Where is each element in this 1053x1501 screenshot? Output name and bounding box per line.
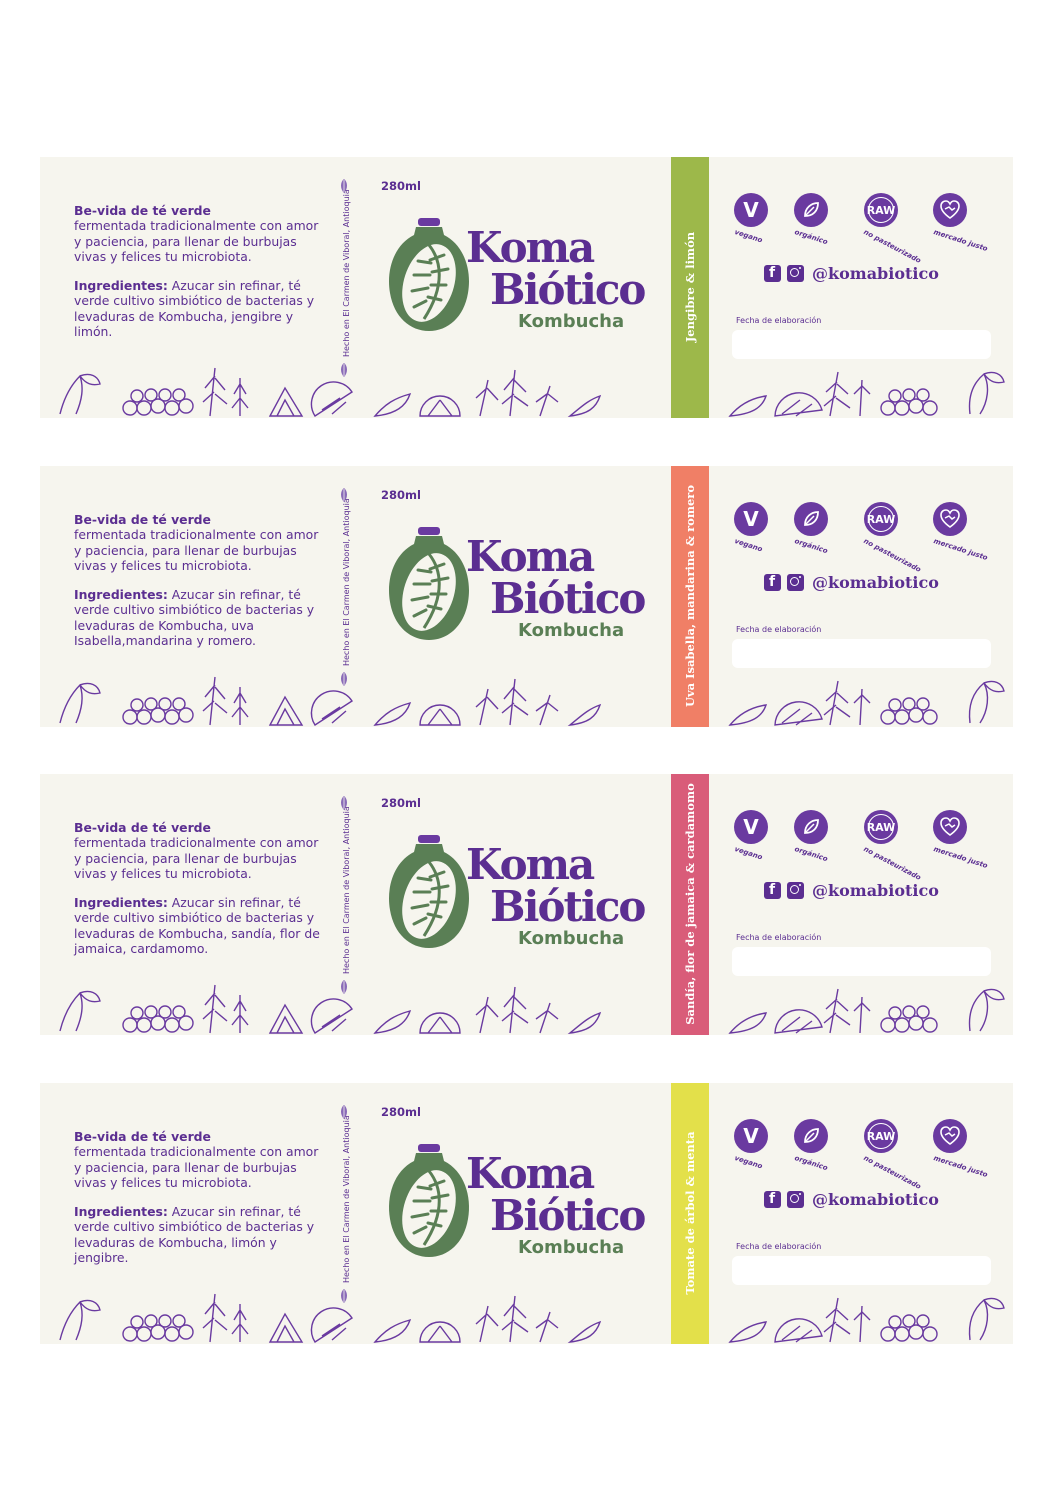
badge-caption: vegano — [733, 537, 764, 554]
ingredients-label: Ingredientes: — [74, 278, 168, 294]
organic-leaf-icon-glyph — [794, 1119, 828, 1153]
fair-trade-handshake-icon — [933, 193, 967, 227]
kombucha-label — [40, 1083, 1013, 1344]
ingredients-label: Ingredientes: — [74, 587, 168, 603]
date-label: Fecha de elaboración — [736, 1242, 822, 1251]
description-title: Be-vida de té verde — [74, 1129, 211, 1144]
badge-caption: mercado justo — [932, 1154, 989, 1180]
brand-name-line1: Koma — [466, 840, 594, 889]
brand-name-line2: Biótico — [490, 574, 645, 623]
kombucha-label — [40, 774, 1013, 1035]
ingredients-text: Azucar sin refinar, té verde cultivo simbiótico de bacterias y levaduras de Kombucha, limón y jengibre. — [74, 1204, 315, 1266]
description-body: fermentada tradicionalmente con amor y paciencia, para llenar de burbujas vivas y felices tu microbiota. — [74, 1144, 319, 1190]
fruit-illustration-border — [40, 667, 1013, 727]
description-block — [74, 512, 324, 662]
facebook-icon: f — [764, 574, 781, 591]
fair-trade-handshake-icon — [933, 1119, 967, 1153]
description-block — [74, 1129, 324, 1279]
vegan-icon — [734, 810, 768, 844]
vegan-icon-glyph: V — [743, 815, 759, 839]
brand-name-line1: Koma — [466, 1149, 594, 1198]
fruit-illustration-border — [40, 1284, 1013, 1344]
date-label: Fecha de elaboración — [736, 625, 822, 634]
badge-caption: no pasteurizado — [862, 1154, 923, 1191]
description-body: fermentada tradicionalmente con amor y paciencia, para llenar de burbujas vivas y felices tu microbiota. — [74, 527, 319, 573]
date-field — [732, 330, 991, 359]
fruit-illustration-border — [40, 358, 1013, 418]
description-title: Be-vida de té verde — [74, 512, 211, 527]
vegan-icon-glyph: V — [743, 198, 759, 222]
organic-leaf-icon — [794, 810, 828, 844]
made-in-text: Hecho en El Carmen de Viboral, Antioquia — [342, 806, 351, 974]
social-row — [764, 264, 939, 283]
organic-leaf-icon — [794, 193, 828, 227]
flavor-text: Tomate de árbol & menta — [683, 1131, 697, 1295]
description-title: Be-vida de té verde — [74, 820, 211, 835]
brand-name-line2: Biótico — [490, 265, 645, 314]
fair-trade-handshake-icon-glyph — [933, 502, 967, 536]
brand-name-line2: Biótico — [490, 882, 645, 931]
raw-icon-glyph: RAW — [868, 506, 894, 532]
made-in-text: Hecho en El Carmen de Viboral, Antioquia — [342, 1115, 351, 1283]
social-handle: @komabiotico — [812, 1190, 939, 1209]
raw-icon-glyph: RAW — [868, 814, 894, 840]
social-row — [764, 573, 939, 592]
flavor-text: Uva Isabella, mandarina & romero — [683, 484, 697, 708]
date-field — [732, 1256, 991, 1285]
social-row — [764, 881, 939, 900]
volume-text: 280ml — [381, 179, 421, 193]
social-handle: @komabiotico — [812, 881, 939, 900]
organic-leaf-icon — [794, 1119, 828, 1153]
badge-caption: no pasteurizado — [862, 845, 923, 882]
brand-name-line1: Koma — [466, 532, 594, 581]
volume-text: 280ml — [381, 488, 421, 502]
flavor-text: Jengibre & limón — [683, 231, 697, 343]
fair-trade-handshake-icon-glyph — [933, 193, 967, 227]
facebook-icon: f — [764, 882, 781, 899]
kombucha-label — [40, 466, 1013, 727]
description-block — [74, 203, 324, 353]
fair-trade-handshake-icon — [933, 502, 967, 536]
badge-caption: vegano — [733, 845, 764, 862]
made-in-text: Hecho en El Carmen de Viboral, Antioquia — [342, 189, 351, 357]
volume-text: 280ml — [381, 796, 421, 810]
brand-name-line1: Koma — [466, 223, 594, 272]
fair-trade-handshake-icon-glyph — [933, 810, 967, 844]
badge-caption: orgánico — [793, 845, 829, 864]
badge-caption: orgánico — [793, 228, 829, 247]
social-row — [764, 1190, 939, 1209]
product-name: Kombucha — [518, 311, 625, 332]
brand-name-line2: Biótico — [490, 1191, 645, 1240]
description-block — [74, 820, 324, 970]
organic-leaf-icon-glyph — [794, 502, 828, 536]
vegan-icon-glyph: V — [743, 1124, 759, 1148]
badge-caption: mercado justo — [932, 845, 989, 871]
flavor-text: Sandía, flor de jamaica & cardamomo — [683, 783, 697, 1025]
badge-caption: mercado justo — [932, 228, 989, 254]
date-label: Fecha de elaboración — [736, 316, 822, 325]
badge-caption: mercado justo — [932, 537, 989, 563]
raw-icon-glyph: RAW — [868, 1123, 894, 1149]
instagram-icon — [787, 1191, 804, 1208]
description-title: Be-vida de té verde — [74, 203, 211, 218]
raw-icon — [864, 193, 898, 227]
product-name: Kombucha — [518, 1237, 625, 1258]
instagram-icon — [787, 882, 804, 899]
facebook-icon: f — [764, 1191, 781, 1208]
social-handle: @komabiotico — [812, 264, 939, 283]
organic-leaf-icon-glyph — [794, 193, 828, 227]
made-in-text: Hecho en El Carmen de Viboral, Antioquia — [342, 498, 351, 666]
badge-caption: vegano — [733, 228, 764, 245]
raw-icon-glyph: RAW — [868, 197, 894, 223]
raw-icon — [864, 1119, 898, 1153]
fruit-illustration-border — [40, 975, 1013, 1035]
vegan-icon — [734, 1119, 768, 1153]
vegan-icon — [734, 193, 768, 227]
description-body: fermentada tradicionalmente con amor y paciencia, para llenar de burbujas vivas y felices tu microbiota. — [74, 835, 319, 881]
description-body: fermentada tradicionalmente con amor y paciencia, para llenar de burbujas vivas y felices tu microbiota. — [74, 218, 319, 264]
instagram-icon — [787, 574, 804, 591]
badge-caption: vegano — [733, 1154, 764, 1171]
kombucha-label — [40, 157, 1013, 418]
ingredients-text: Azucar sin refinar, té verde cultivo simbiótico de bacterias y levaduras de Kombucha, uva Isabella,mandarina y romero. — [74, 587, 315, 649]
vegan-icon — [734, 502, 768, 536]
vegan-icon-glyph: V — [743, 507, 759, 531]
date-label: Fecha de elaboración — [736, 933, 822, 942]
ingredients-label: Ingredientes: — [74, 1204, 168, 1220]
social-handle: @komabiotico — [812, 573, 939, 592]
organic-leaf-icon — [794, 502, 828, 536]
organic-leaf-icon-glyph — [794, 810, 828, 844]
badge-caption: no pasteurizado — [862, 228, 923, 265]
instagram-icon — [787, 265, 804, 282]
date-field — [732, 947, 991, 976]
raw-icon — [864, 502, 898, 536]
badge-caption: orgánico — [793, 1154, 829, 1173]
product-name: Kombucha — [518, 620, 625, 641]
raw-icon — [864, 810, 898, 844]
volume-text: 280ml — [381, 1105, 421, 1119]
date-field — [732, 639, 991, 668]
fair-trade-handshake-icon-glyph — [933, 1119, 967, 1153]
badge-caption: orgánico — [793, 537, 829, 556]
product-name: Kombucha — [518, 928, 625, 949]
facebook-icon: f — [764, 265, 781, 282]
ingredients-text: Azucar sin refinar, té verde cultivo simbiótico de bacterias y levaduras de Kombucha, sandía, flor de jamaica, cardamomo. — [74, 895, 320, 957]
badge-caption: no pasteurizado — [862, 537, 923, 574]
ingredients-label: Ingredientes: — [74, 895, 168, 911]
ingredients-text: Azucar sin refinar, té verde cultivo simbiótico de bacterias y levaduras de Kombucha, jengibre y limón. — [74, 278, 315, 340]
fair-trade-handshake-icon — [933, 810, 967, 844]
